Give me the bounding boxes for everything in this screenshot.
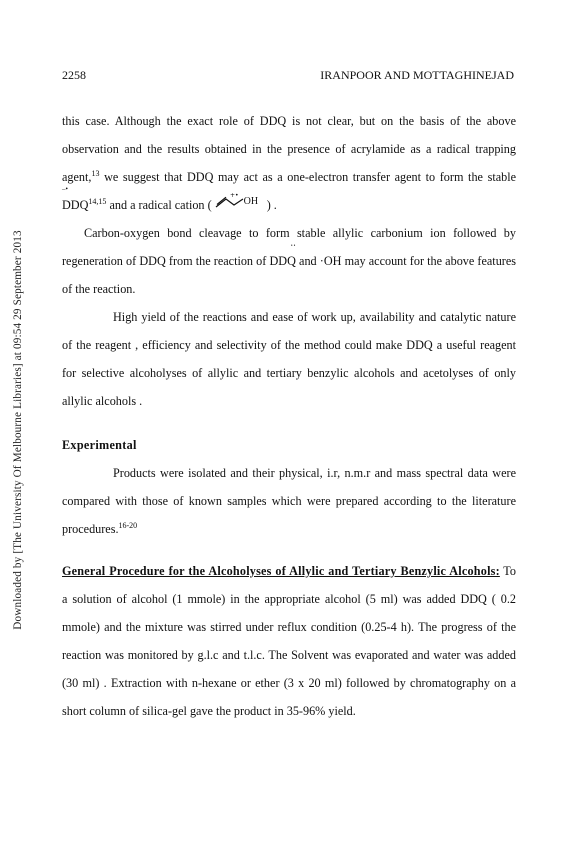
hydroxyl-radical: ·OH bbox=[319, 254, 342, 268]
download-note: Downloaded by [The University Of Melbourne Libraries] at 09:54 29 September 2013 bbox=[12, 230, 24, 630]
svg-text:+•: +• bbox=[229, 193, 239, 199]
running-authors: IRANPOOR AND MOTTAGHINEJAD bbox=[320, 68, 514, 82]
paragraph-experimental: Products were isolated and their physical, i.r, n.m.r and mass spectral data were compared with those of known samples which were prepared according to the literature procedures.$^{16-20}$ bbox=[62, 466, 516, 536]
cation-oh-label: OH bbox=[243, 196, 259, 207]
running-head bbox=[62, 68, 514, 83]
general-procedure-heading: General Procedure for the Alcoholyses of Allylic and Tertiary Benzylic Alcohols: bbox=[62, 564, 500, 578]
section-heading-experimental: Experimental bbox=[62, 438, 137, 452]
paragraph-mechanism: this case. Although the exact role of DDQ is not clear, but on the basis of the above observation and the results obtained in the presence of acrylamide as a radical trapping agent,$^{13}$ we suggest that DDQ may act as a one-electron transfer agent to form the stable –• DDQ$^{14,15}$ and a radical cation ( +• OH ) . bbox=[62, 107, 516, 219]
paragraph-general-procedure: General Procedure for the Alcoholyses of Allylic and Tertiary Benzylic Alcohols: To a solution of alcohol (1 mmole) in the appropriate alcohol (5 ml) was added DDQ ( 0.2 mmole) and the mixture was stirred under reflux condition (0.25-4 h). The progress of the reaction was monitored by g.l.c and t.l.c. The Solvent was evaporated and water was added (30 ml) . Extraction with n-hexane or ether (3 x 20 ml) followed by chromatography on a short column of silica-gel gave the product in 35-96% yield. bbox=[62, 564, 516, 718]
allyl-skeleton-icon bbox=[214, 193, 246, 209]
paragraph-bond-cleavage: Carbon-oxygen bond cleavage to form stable allylic carbonium ion followed by regeneration of DDQ from the reaction of •• DDQ and ·OH may account for the above features of the reaction. bbox=[62, 219, 516, 303]
citation-ref: 14,15 bbox=[88, 197, 107, 206]
download-watermark bbox=[11, 170, 25, 690]
page-number: 2258 bbox=[62, 68, 86, 82]
citation-ref: 16-20 bbox=[118, 521, 138, 530]
allyl-alcohol-cation-structure bbox=[214, 193, 262, 212]
ddq-radical-anion: –• DDQ bbox=[62, 198, 88, 212]
ddq-radical-anion: •• DDQ bbox=[269, 254, 295, 268]
article-body bbox=[62, 107, 516, 725]
paragraph-conclusion: High yield of the reactions and ease of work up, availability and catalytic nature of the reagent , efficiency and selectivity of the method could make DDQ a useful reagent for selective alcoholyses of allylic and tertiary benzylic alcohols and acetolyses of only allylic alcohols . bbox=[62, 310, 516, 408]
citation-ref: 13 bbox=[91, 169, 100, 178]
